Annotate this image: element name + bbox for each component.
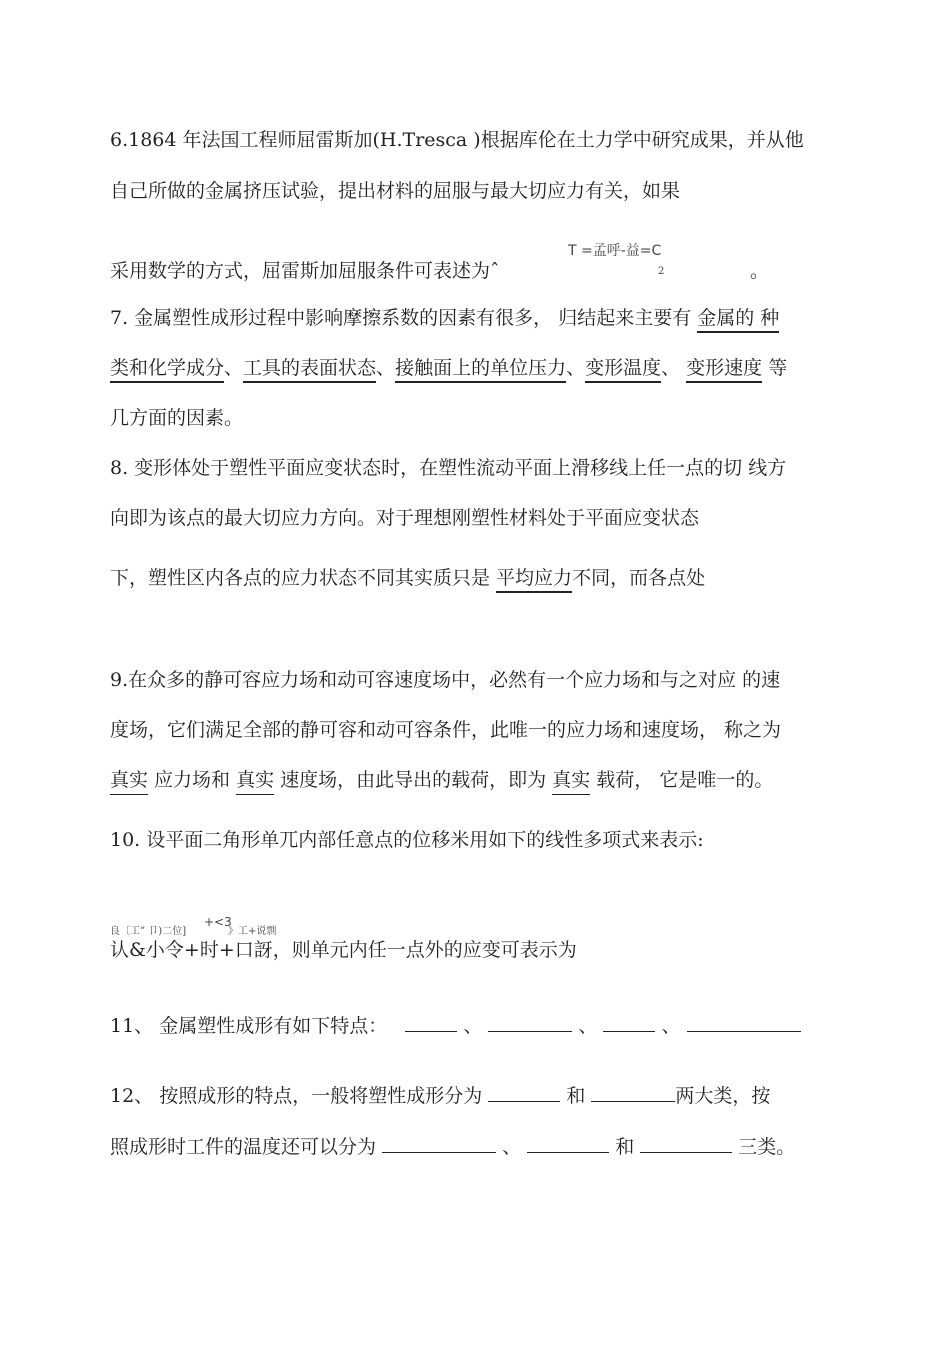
q7-line2 — [110, 355, 787, 381]
q8-line3-pre: 下，塑性区内各点的应力状态不同其实质只是 — [110, 567, 497, 589]
q11-line — [110, 1013, 801, 1039]
q7-answer-4: 变形温度 — [585, 357, 661, 383]
q7-sep-4: 、 — [661, 357, 687, 379]
q11-blank-1[interactable] — [405, 1013, 457, 1032]
q7-sep-2: 、 — [376, 357, 396, 379]
tresca-formula: T =孟呼-益=C — [568, 243, 662, 259]
q12-blank-4[interactable] — [527, 1134, 609, 1153]
q9-line1: 9.在众多的静可容应力场和动可容速度场中，必然有一个应力场和与之对应 的速 — [110, 669, 781, 691]
q11-sep-2: 、 — [578, 1015, 598, 1037]
q12-blank-5[interactable] — [640, 1134, 732, 1153]
q7-tail: 等 — [762, 357, 788, 379]
q12-blank-3[interactable] — [382, 1134, 496, 1153]
q12-line1-mid: 和 — [566, 1085, 586, 1107]
q12-blank-2[interactable] — [591, 1083, 675, 1102]
q6-formula-sub: 2 — [658, 266, 665, 277]
q7-sep-3: 、 — [566, 357, 586, 379]
q8-line3-post: 不同，而各点处 — [572, 567, 706, 589]
q9-answer-2: 真实 — [236, 769, 274, 795]
q9-text-1: 应力场和 — [148, 769, 237, 791]
q12-line2 — [110, 1134, 795, 1160]
q7-sep-1: 、 — [224, 357, 244, 379]
q10-line2: 认&小令+时+口訝，则单元内任一点外的应变可表示为 — [110, 939, 577, 961]
q9-line2: 度场，它们满足全部的静可容和动可容条件，此唯一的应力场和速度场， 称之为 — [110, 719, 782, 741]
q10-formula-small-c: 》工+说剽 — [228, 926, 277, 937]
q12-line1-pre: 12、 按照成形的特点，一般将塑性成形分为 — [110, 1085, 489, 1107]
q11-blank-3[interactable] — [603, 1013, 655, 1032]
q7-answer-1b: 类和化学成分 — [110, 357, 224, 383]
q9-answer-1: 真实 — [110, 769, 148, 795]
q6-line3-end: 。 — [750, 260, 770, 282]
q12-line2-post: 三类。 — [732, 1136, 796, 1158]
q9-line3 — [110, 767, 773, 793]
q7-answer-1a: 金属的 种 — [697, 307, 779, 333]
q11-blank-2[interactable] — [488, 1013, 572, 1032]
q7-answer-5: 变形速度 — [686, 357, 762, 383]
q8-line2: 向即为该点的最大切应力方向。对于理想刚塑性材料处于平面应变状态 — [110, 507, 700, 529]
q9-answer-3: 真实 — [552, 769, 590, 795]
q6-formula — [568, 240, 661, 260]
q12-line2-pre: 照成形时工件的温度还可以分为 — [110, 1136, 383, 1158]
q6-line1: 6.1864 年法国工程师屈雷斯加(H.Tresca )根据库伦在土力学中研究成果，并从他 — [110, 129, 804, 151]
q9-text-3: 载荷， 它是唯一的。 — [590, 769, 774, 791]
q11-blank-4[interactable] — [687, 1013, 801, 1032]
q11-text: 11、 金属塑性成形有如下特点： — [110, 1015, 388, 1037]
q7-answer-2: 工具的表面状态 — [243, 357, 376, 383]
q12-line2-sep: 、 — [502, 1136, 522, 1158]
q6-line3-text: 采用数学的方式，屈雷斯加屈服条件可表述为ˆ — [110, 260, 500, 282]
q6-line3 — [110, 258, 500, 284]
q7-line1-text: 7. 金属塑性成形过程中影响摩擦系数的因素有很多， 归结起来主要有 — [110, 307, 698, 329]
q8-line1: 8. 变形体处于塑性平面应变状态时，在塑性流动平面上滑移线上任一点的切 线方 — [110, 457, 787, 479]
q12-line1 — [110, 1083, 770, 1109]
q8-answer: 平均应力 — [496, 567, 572, 593]
q7-line1 — [110, 305, 779, 331]
q12-blank-1[interactable] — [488, 1083, 560, 1102]
q12-line1-post: 两大类，按 — [675, 1085, 771, 1107]
q9-text-2: 速度场，由此导出的载荷，即为 — [274, 769, 553, 791]
q8-line3 — [110, 565, 705, 591]
q7-answer-3: 接触面上的单位压力 — [395, 357, 566, 383]
q10-formula-small-a: 良〔工” 卩)二位] — [110, 926, 187, 937]
q10-line1: 10. 设平面二角形单兀内部任意点的位移米用如下的线性多项式来表示: — [110, 829, 704, 851]
q11-sep-1: 、 — [463, 1015, 483, 1037]
q11-sep-3: 、 — [661, 1015, 681, 1037]
q6-line2: 自己所做的金属挤压试验，提出材料的屈服与最大切应力有关，如果 — [110, 180, 681, 202]
q10-formula-small-b: +<3 — [204, 915, 232, 929]
q12-line2-mid: 和 — [615, 1136, 635, 1158]
q7-line3: 几方面的因素。 — [110, 407, 244, 429]
